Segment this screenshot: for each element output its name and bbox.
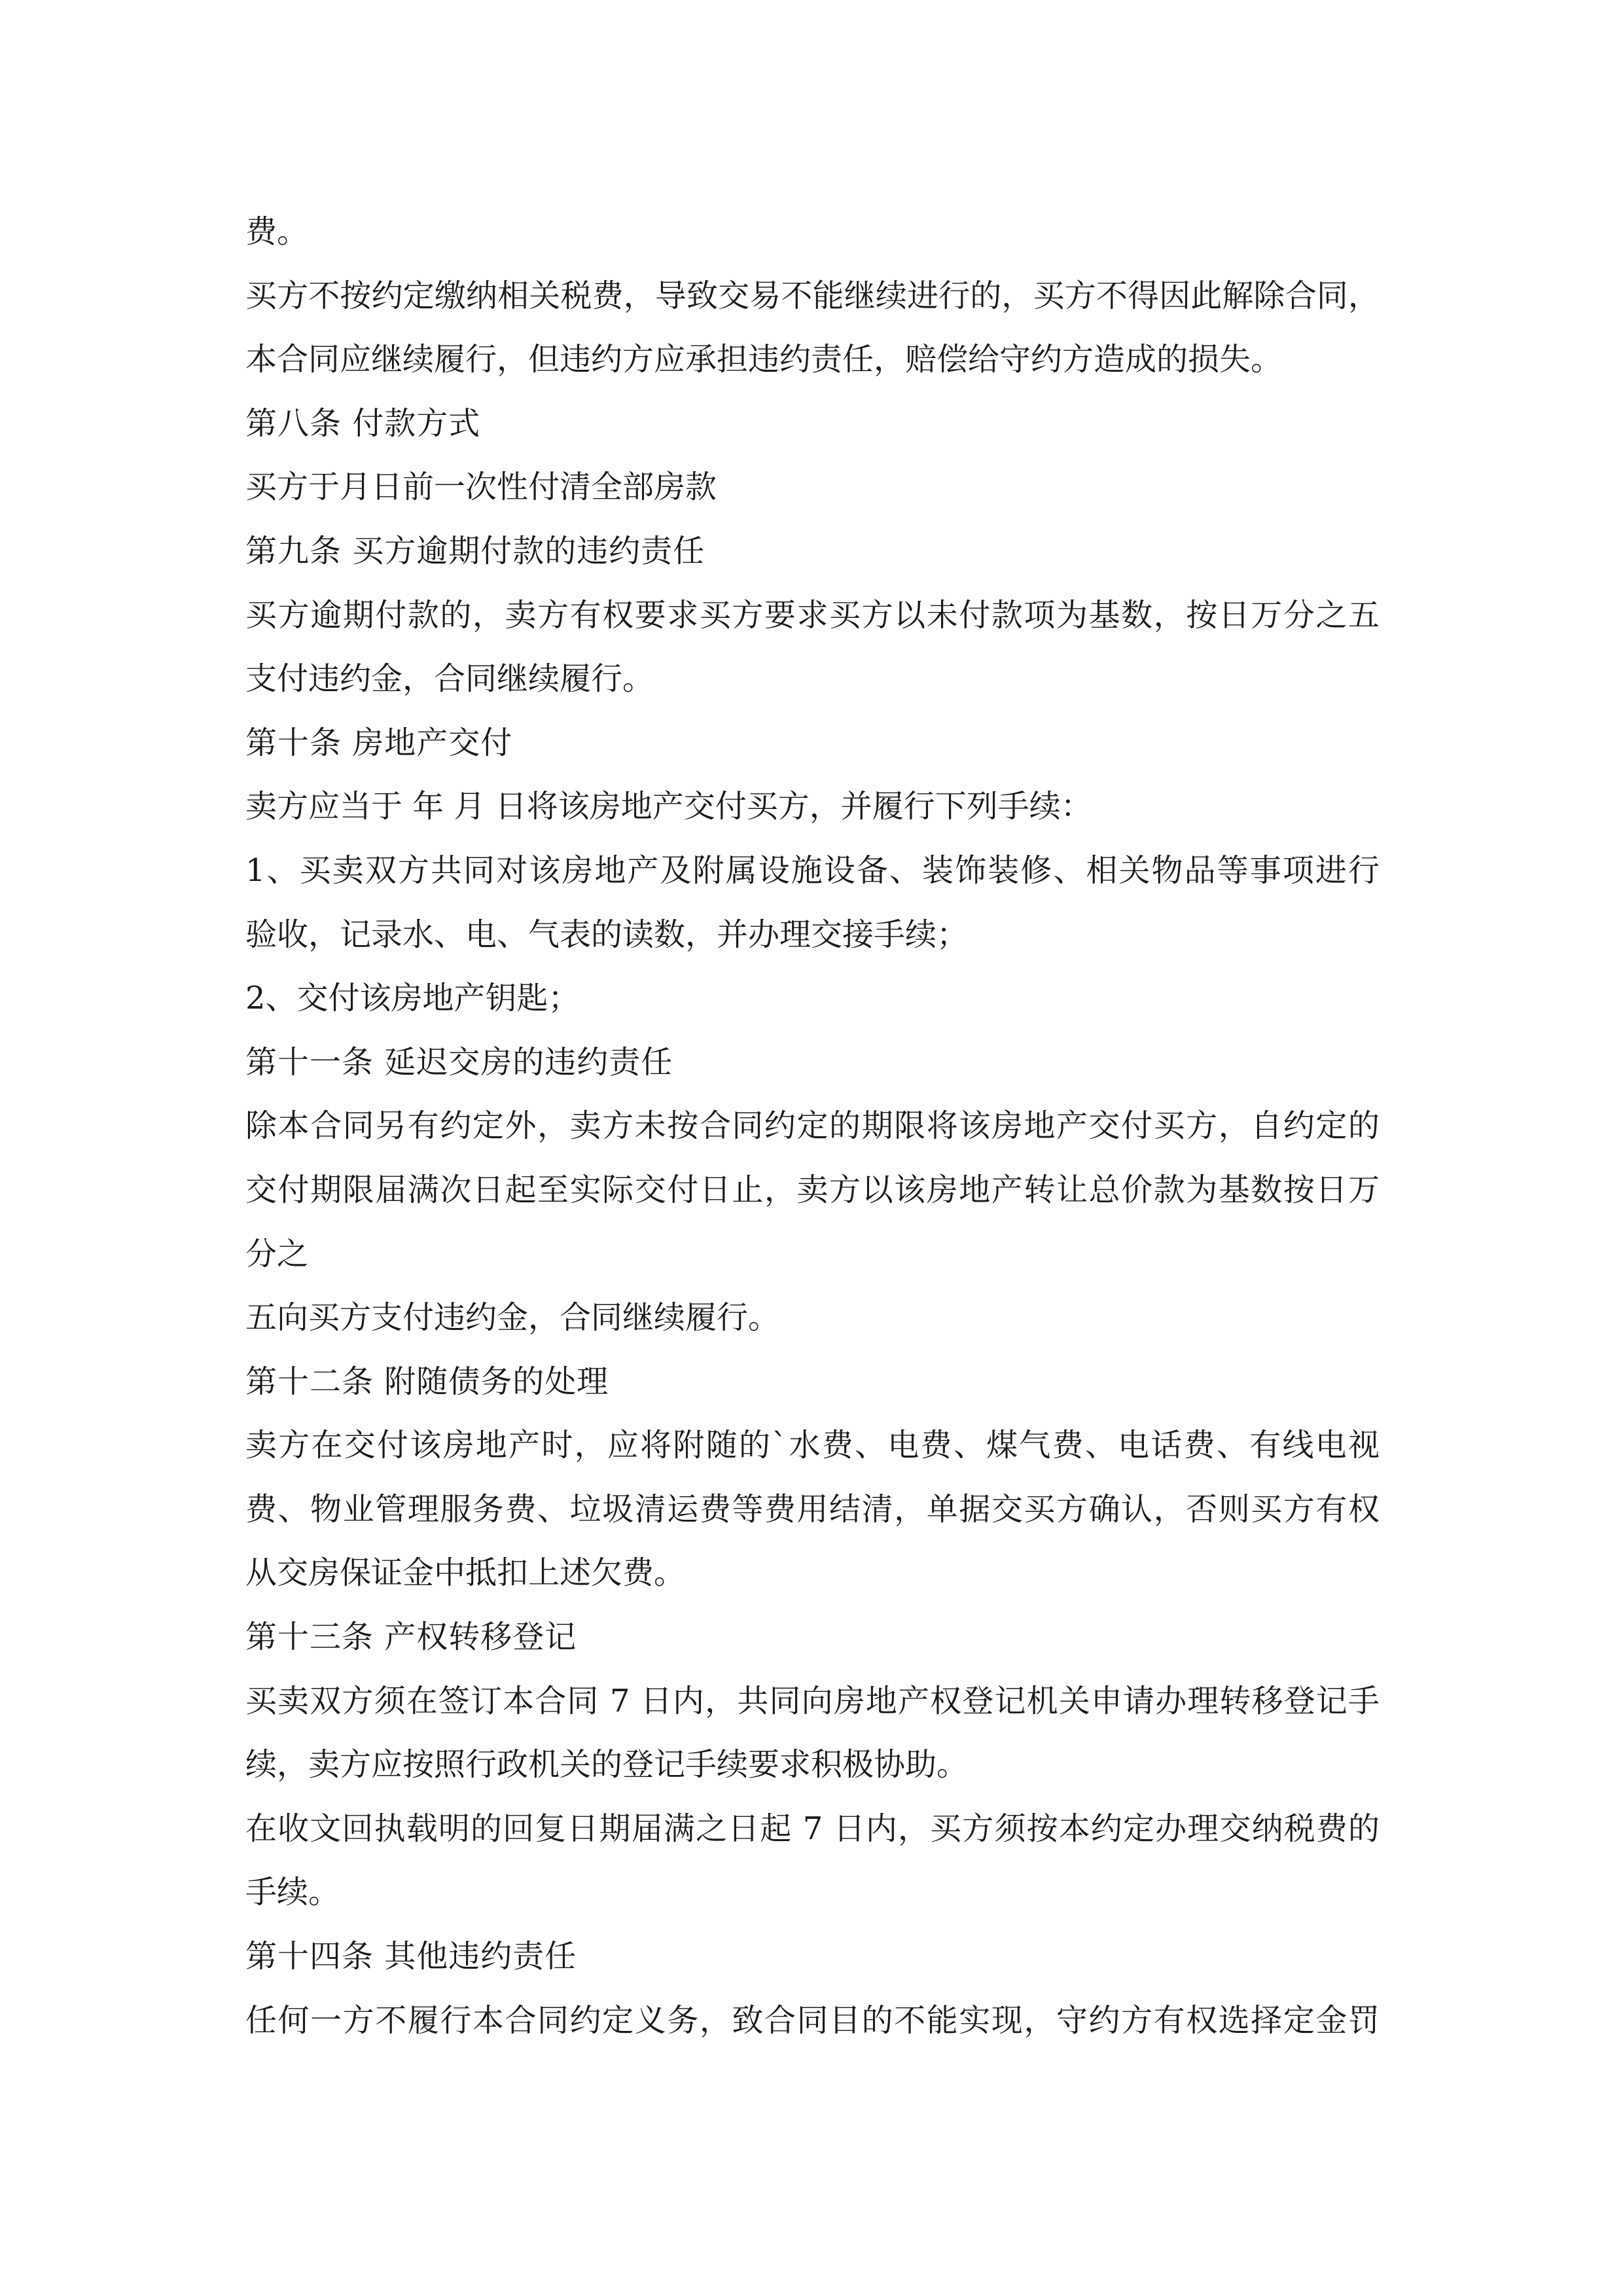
text-line: 费、物业管理服务费、垃圾清运费等费用结清，单据交买方确认，否则买方有权 bbox=[245, 1490, 1380, 1528]
section-heading: 第九条 买方逾期付款的违约责任 bbox=[245, 532, 705, 569]
section-heading: 第十四条 其他违约责任 bbox=[245, 1938, 577, 1975]
text-line: 费。 bbox=[245, 213, 309, 250]
text-line: 买卖双方须在签订本合同 7 日内，共同向房地产权登记机关申请办理转移登记手 bbox=[245, 1682, 1380, 1719]
text-line: 从交房保证金中抵扣上述欠费。 bbox=[245, 1554, 686, 1592]
text-line: 交付期限届满次日起至实际交付日止，卖方以该房地产转让总价款为基数按日万 bbox=[245, 1171, 1380, 1208]
text-line: 买方逾期付款的，卖方有权要求买方要求买方以未付款项为基数，按日万分之五 bbox=[245, 596, 1380, 634]
section-heading: 第十一条 延迟交房的违约责任 bbox=[245, 1043, 673, 1081]
text-line: 分之 bbox=[245, 1235, 309, 1272]
section-heading: 第十二条 附随债务的处理 bbox=[245, 1363, 609, 1400]
text-line: 2、交付该房地产钥匙； bbox=[245, 980, 580, 1017]
text-line: 续，卖方应按照行政机关的登记手续要求积极协助。 bbox=[245, 1746, 969, 1784]
text-line: 支付违约金，合同继续履行。 bbox=[245, 660, 654, 698]
document-body bbox=[245, 200, 1380, 2053]
text-line: 买方不按约定缴纳相关税费，导致交易不能继续进行的，买方不得因此解除合同， bbox=[245, 277, 1380, 314]
section-heading: 第十三条 产权转移登记 bbox=[245, 1619, 577, 1656]
text-line: 本合同应继续履行，但违约方应承担违约责任，赔偿给守约方造成的损失。 bbox=[245, 341, 1283, 378]
text-line: 卖方应当于 年 月 日将该房地产交付买方，并履行下列手续： bbox=[245, 788, 1092, 825]
section-heading: 第十条 房地产交付 bbox=[245, 724, 513, 761]
text-line: 卖方在交付该房地产时，应将附随的`水费、电费、煤气费、电话费、有线电视 bbox=[245, 1427, 1380, 1464]
text-line: 在收文回执载明的回复日期届满之日起 7 日内，买方须按本约定办理交纳税费的 bbox=[245, 1810, 1380, 1847]
text-line: 手续。 bbox=[245, 1874, 340, 1911]
text-line: 买方于月日前一次性付清全部房款 bbox=[245, 469, 717, 506]
text-line: 五向买方支付违约金，合同继续履行。 bbox=[245, 1299, 780, 1336]
text-line: 任何一方不履行本合同约定义务，致合同目的不能实现，守约方有权选择定金罚 bbox=[245, 2001, 1380, 2039]
section-heading: 第八条 付款方式 bbox=[245, 404, 481, 442]
text-line: 验收，记录水、电、气表的读数，并办理交接手续； bbox=[245, 916, 969, 953]
text-line: 除本合同另有约定外，卖方未按合同约定的期限将该房地产交付买方，自约定的 bbox=[245, 1107, 1380, 1145]
text-line: 1、买卖双方共同对该房地产及附属设施设备、装饰装修、相关物品等事项进行 bbox=[245, 852, 1380, 889]
